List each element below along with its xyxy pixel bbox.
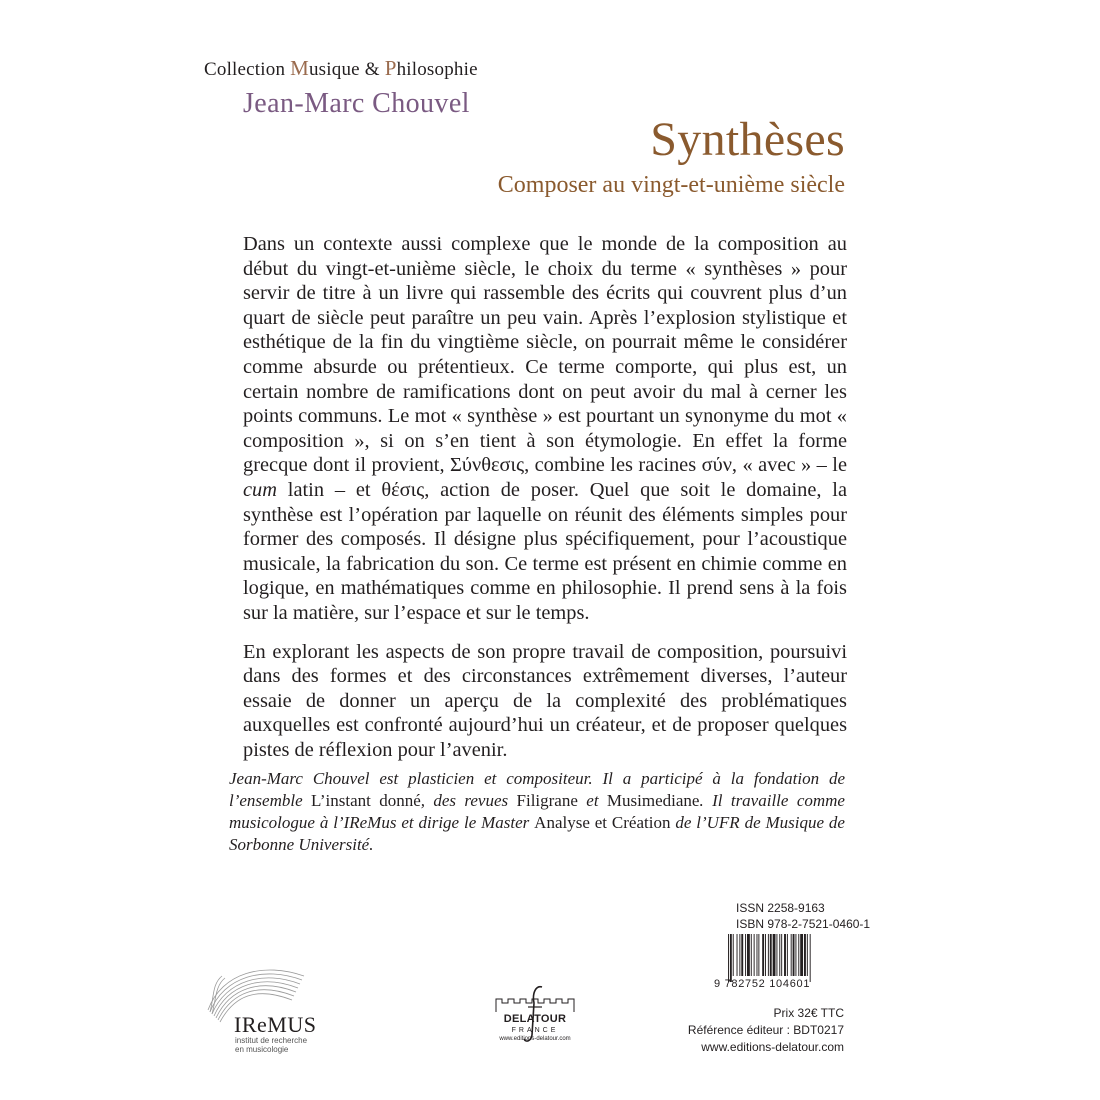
barcode-bar xyxy=(745,934,746,976)
barcode-bar xyxy=(770,934,772,976)
barcode-bar xyxy=(737,934,738,976)
book-subtitle: Composer au vingt-et-unième siècle xyxy=(497,172,845,198)
barcode-bar xyxy=(758,934,759,976)
barcode-bar xyxy=(781,934,782,976)
delatour-country: FRANCE xyxy=(511,1027,559,1034)
barcode-bar xyxy=(800,934,803,976)
barcode-bar xyxy=(804,934,806,976)
collection-word-philosophie: hilosophie xyxy=(396,59,478,80)
collection-initial-m: M xyxy=(290,56,309,80)
paragraph-1 xyxy=(243,232,847,626)
publisher-reference: Référence éditeur : BDT0217 xyxy=(687,1023,844,1037)
issn: ISSN 2258-9163 xyxy=(736,901,825,915)
paragraph-1-part-a: Dans un contexte aussi complexe que le monde de la composition au début du vingt-et-unième siècle, le choix du terme « synthèses » pour servir de titre à un livre qui rassemble des écrits qui couvrent plus d’un quart de siècle peut paraître un peu vain. Après l’explosion stylistique et esthétique de la fin du vingtième siècle, on pourrait même le considérer comme absurde ou prétentieux. Ce terme comporte, qui plus est, un certain nombre de ramifications dont on peut avoir du mal à cerner les points communs. Le mot « synthèse » est pourtant un synonyme du mot « composition », si on s’en tient à son étymologie. En effet la forme grecque dont il provient, Σύνθεσις, combine les racines σύν, « avec » – le xyxy=(243,233,847,477)
barcode-bar xyxy=(795,934,796,976)
barcode-bar xyxy=(768,934,769,976)
collection-prefix: Collection xyxy=(204,59,291,80)
barcode-bar xyxy=(747,934,750,976)
author-name: Jean-Marc Chouvel xyxy=(243,88,470,119)
bio-revue-musimediane: Musimediane xyxy=(606,791,700,810)
barcode-bar xyxy=(787,934,788,976)
bio-text-4: . Il travaille comme musicologue à l’IReMus et dirige le Master xyxy=(229,791,845,832)
bio-text-2: , des revues xyxy=(420,791,517,810)
back-cover-text xyxy=(243,232,847,762)
bio-text-5: de l’UFR de Musique de Sorbonne Université. xyxy=(229,813,845,854)
barcode-bar xyxy=(807,934,808,976)
barcode-bar xyxy=(762,934,764,976)
barcode-bar xyxy=(776,934,777,976)
barcode-bar xyxy=(730,934,732,982)
delatour-url: www.editions-delatour.com xyxy=(499,1036,571,1042)
bio-ensemble: L’instant donné xyxy=(311,791,421,810)
barcode-digits: 9 782752 104601 xyxy=(714,978,811,990)
barcode-bar xyxy=(791,934,792,976)
barcode-bar xyxy=(798,934,799,976)
iremus-name: IReMUS xyxy=(234,1012,317,1037)
barcode-bar xyxy=(793,934,795,976)
collection-initial-p: P xyxy=(384,56,397,80)
barcode-bar xyxy=(751,934,752,976)
isbn: ISBN 978-2-7521-0460-1 xyxy=(736,917,871,931)
barcode-bar xyxy=(733,934,734,976)
paragraph-2: En explorant les aspects de son propre travail de composition, poursuivi dans des formes et des circonstances extrêmement diverses, l’auteur essaie de donner un aperçu de la complexité des problématiques auxquelles est confronté aujourd’hui un créateur, et de proposer quelques pistes de réflexion pour l’avenir. xyxy=(243,640,847,761)
price-block xyxy=(688,1005,844,1056)
barcode-bar xyxy=(810,934,811,982)
publisher-website[interactable]: www.editions-delatour.com xyxy=(701,1040,844,1054)
author-bio xyxy=(229,768,845,856)
bio-text-3: et xyxy=(577,791,607,810)
price: Prix 32€ TTC xyxy=(773,1006,844,1020)
latin-cum: cum xyxy=(243,478,277,501)
barcode-bar xyxy=(741,934,743,976)
delatour-name: DELATOUR xyxy=(503,1013,567,1025)
barcode-bar xyxy=(728,934,729,982)
bio-revue-filigrane: Filigrane xyxy=(516,791,578,810)
collection-label xyxy=(204,56,478,81)
barcode-bar xyxy=(773,934,776,976)
iremus-subtitle xyxy=(235,1036,307,1054)
code-block xyxy=(736,900,870,932)
barcode-bar xyxy=(765,934,766,976)
iremus-subtitle-line-2: en musicologie xyxy=(235,1045,289,1054)
barcode-bar xyxy=(779,934,780,976)
bio-master: Analyse et Création xyxy=(534,813,671,832)
bio-text-1: Jean-Marc Chouvel est plasticien et compositeur. Il a participé à la fondation de l’ensemble xyxy=(229,769,845,810)
barcode-bar xyxy=(784,934,786,976)
book-title: Synthèses xyxy=(650,113,845,166)
barcode-bar xyxy=(739,934,740,976)
paragraph-1-part-b: latin – et θέσις, action de poser. Quel que soit le domaine, la synthèse est l’opération par laquelle on réunit des éléments simples pour former des composés. Il désigne plus spécifiquement, pour l’acoustique musicale, la fabrication du son. Ce terme est présent en chimie comme en logique, en mathématiques comme en philosophie. Il prend sens à la fois sur la matière, sur l’espace et sur le temps. xyxy=(243,478,847,624)
collection-word-musique: usique xyxy=(308,59,360,80)
barcode-bar xyxy=(754,934,755,976)
barcode-bar xyxy=(757,934,758,976)
collection-ampersand: & xyxy=(359,59,385,80)
iremus-subtitle-line-1: institut de recherche xyxy=(235,1036,308,1045)
